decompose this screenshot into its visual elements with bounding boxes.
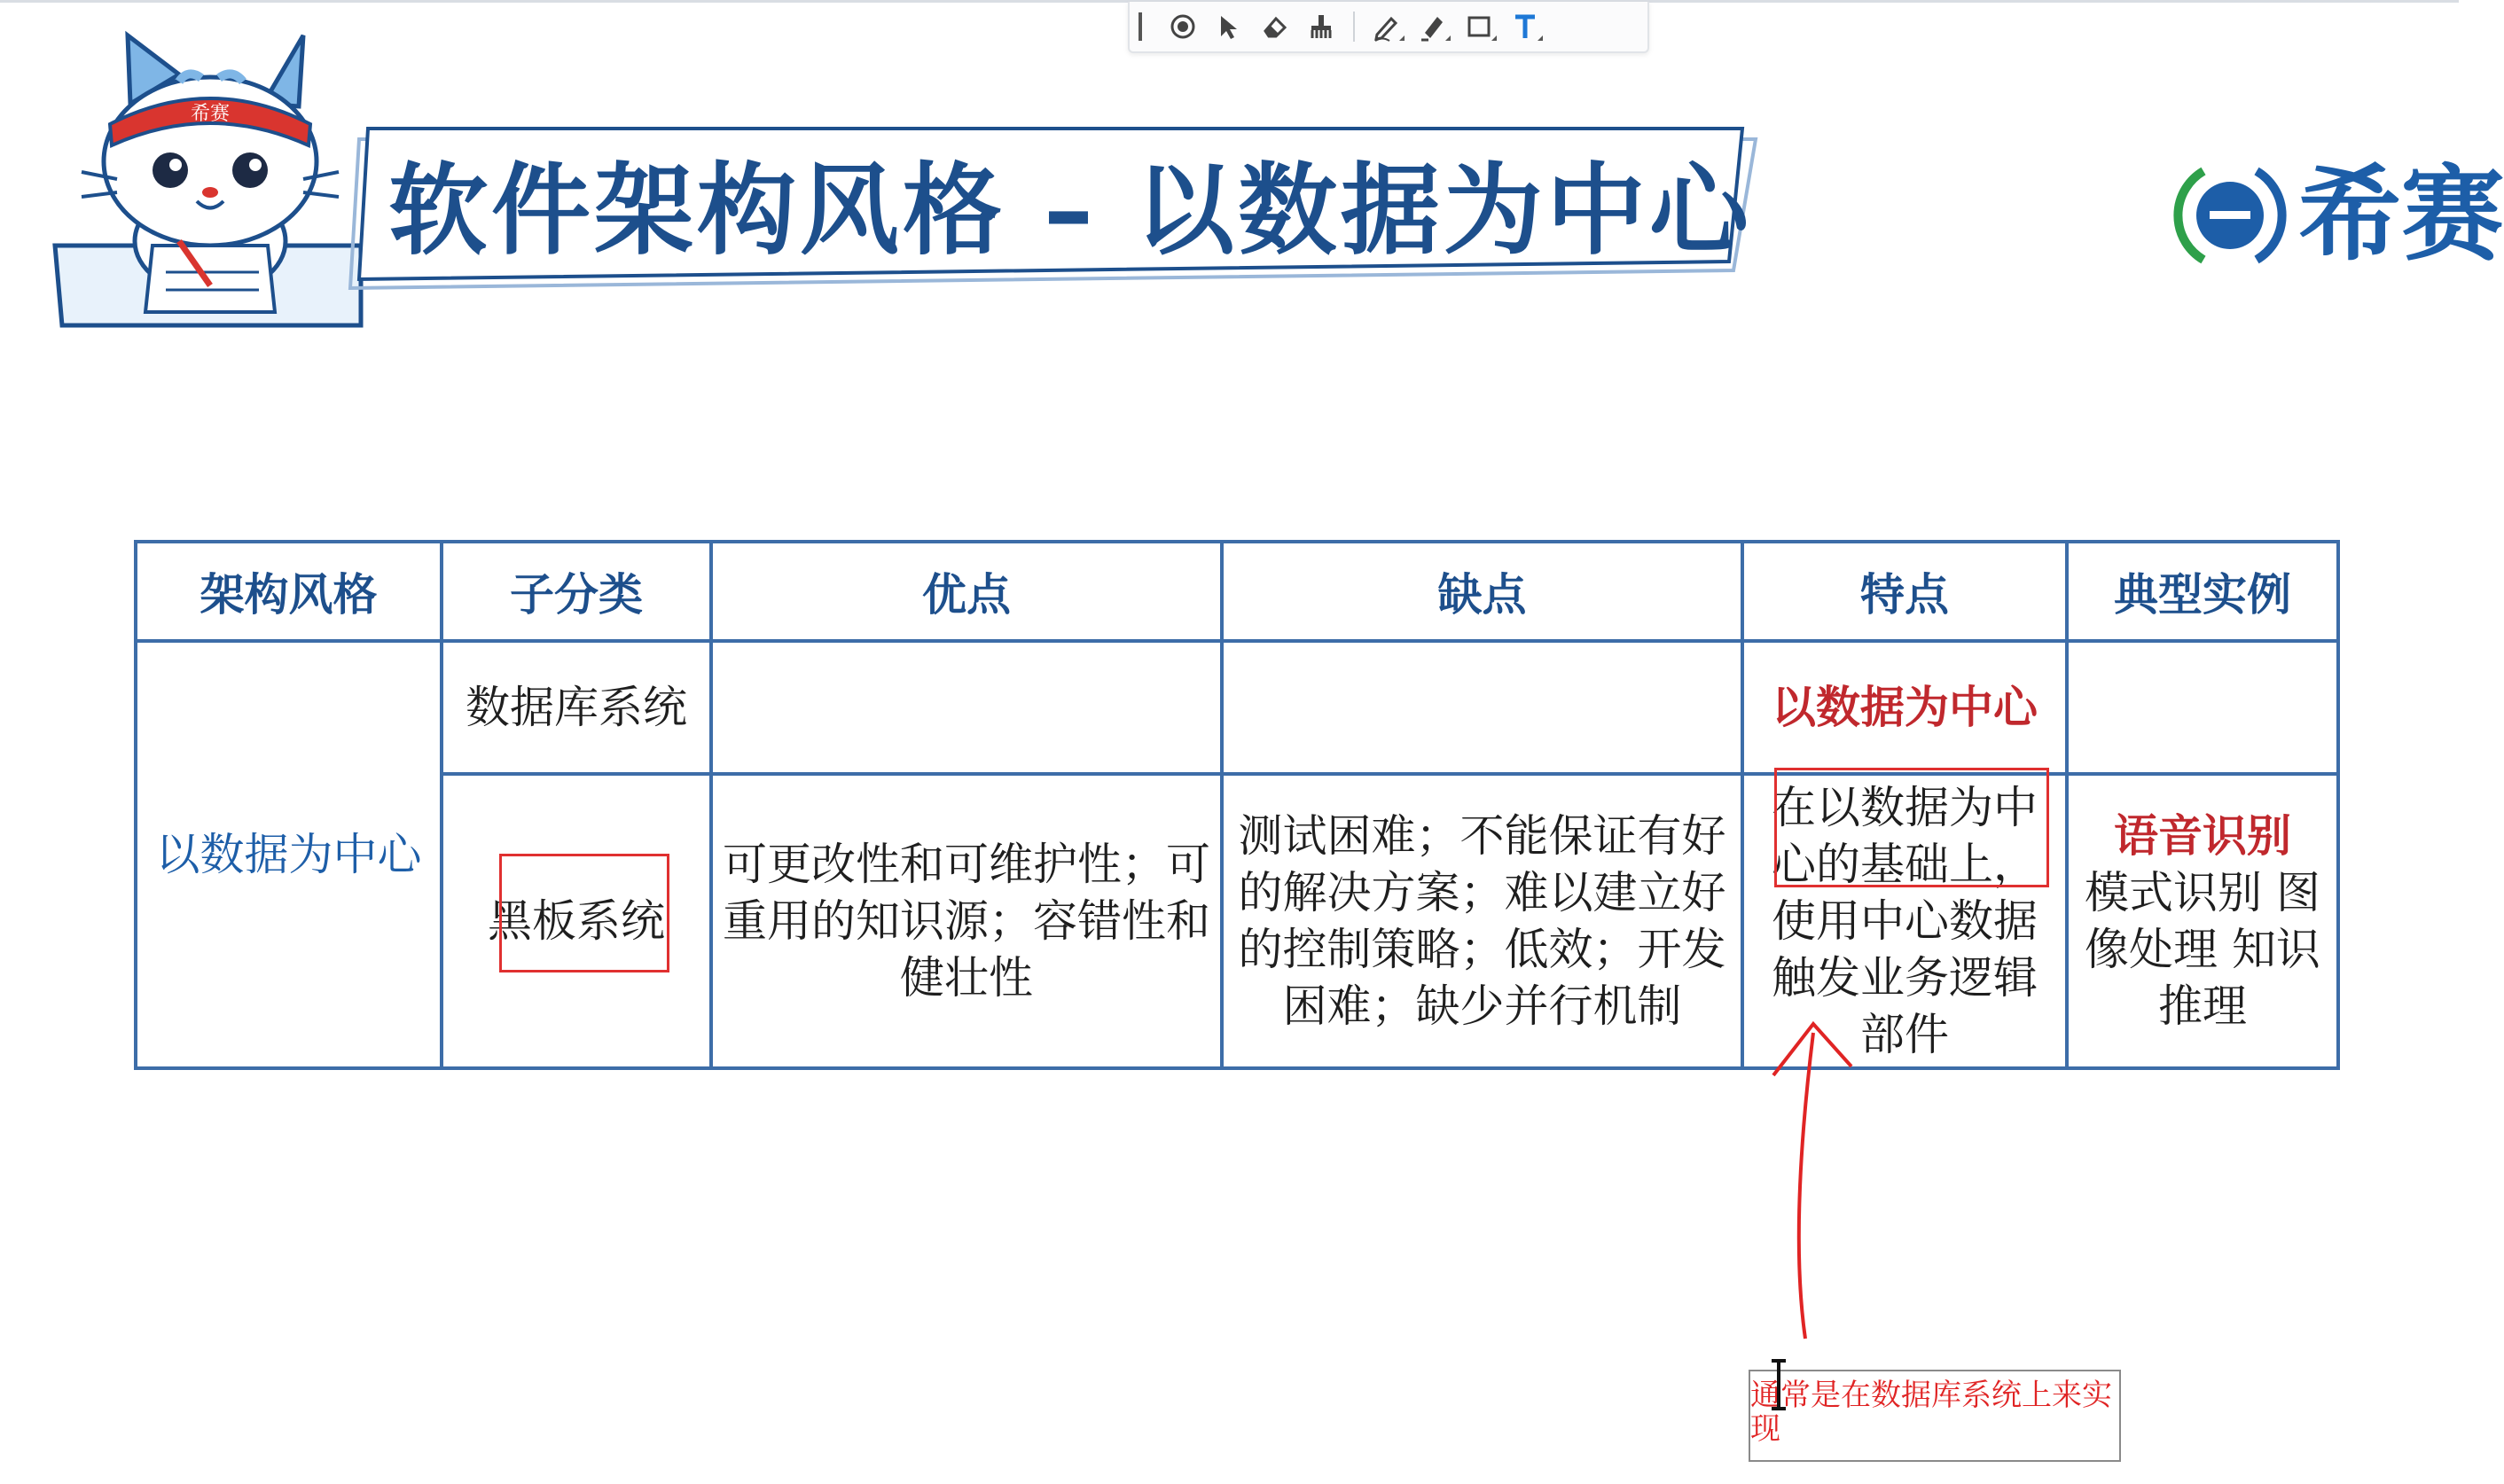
pen-tool-button[interactable]	[1364, 7, 1410, 46]
pen-icon	[1372, 12, 1402, 42]
header-cell: 优点	[711, 542, 1222, 641]
table-row	[136, 641, 2338, 774]
logo-text: 希赛	[2298, 155, 2504, 275]
subcategory-cell: 数据库系统	[442, 641, 711, 774]
disadvantages-cell: 测试困难；不能保证有好的解决方案；难以建立好的控制策略；低效；开发困难；缺少并行机制	[1222, 774, 1742, 1068]
clear-icon	[1306, 12, 1336, 42]
blackboard-highlight-box	[499, 854, 669, 972]
header-cell: 缺点	[1222, 542, 1742, 641]
pen-options-caret[interactable]	[1399, 35, 1405, 41]
rectangle-options-caret[interactable]	[1491, 35, 1497, 41]
features-text: 以数据为中心	[1772, 682, 2038, 733]
features-cell: 在以数据为中心的基础上，使用中心数据触发业务逻辑部件	[1742, 774, 2067, 1068]
rectangle-tool-button[interactable]	[1456, 7, 1502, 46]
toolbar-drag-handle[interactable]	[1139, 12, 1147, 41]
eraser-icon	[1260, 12, 1290, 42]
disadvantages-cell	[1222, 641, 1742, 774]
header-cell: 特点	[1742, 542, 2067, 641]
subcategory-cell: 黑板系统	[442, 774, 711, 1068]
eraser-tool-button[interactable]	[1252, 7, 1298, 46]
pointer-icon	[1214, 12, 1244, 42]
brand-logo	[2172, 155, 2504, 275]
logo-e-icon	[2172, 158, 2288, 273]
annotation-comment-text[interactable]: 通常是在数据库系统上来实现	[1750, 1378, 2112, 1447]
toolbar-separator	[1353, 12, 1355, 42]
slide-title: 软件架构风格 – 以数据为中心	[388, 153, 1752, 269]
highlighter-icon	[1418, 12, 1448, 42]
features-cell	[1742, 641, 2067, 774]
record-icon	[1168, 12, 1198, 42]
header-cell: 典型实例	[2067, 542, 2338, 641]
text-options-caret[interactable]	[1538, 35, 1543, 41]
advantages-cell	[711, 641, 1222, 774]
mascot-band-text: 希赛	[190, 103, 231, 125]
highlighter-tool-button[interactable]	[1410, 7, 1456, 46]
clear-tool-button[interactable]	[1298, 7, 1344, 46]
annotation-arrow	[1765, 1006, 1871, 1343]
features-highlight-box	[1774, 768, 2049, 887]
examples-cell	[2067, 774, 2338, 1068]
examples-list: 模式识别 图像处理 知识推理	[2085, 867, 2320, 1032]
rectangle-icon	[1464, 12, 1494, 42]
pointer-tool-button[interactable]	[1206, 7, 1252, 46]
text-icon	[1510, 12, 1540, 42]
example-highlight: 语音识别	[2114, 810, 2291, 862]
text-cursor-icon	[1769, 1358, 1788, 1411]
highlighter-options-caret[interactable]	[1445, 35, 1451, 41]
text-tool-button[interactable]	[1502, 7, 1548, 46]
advantages-cell: 可更改性和可维护性；可重用的知识源；容错性和健壮性	[711, 774, 1222, 1068]
examples-cell	[2067, 641, 2338, 774]
header-cell: 子分类	[442, 542, 711, 641]
record-tool-button[interactable]	[1160, 7, 1206, 46]
style-name-cell: 以数据为中心	[136, 641, 442, 1068]
mascot-cat-illustration	[46, 20, 374, 334]
annotation-comment-box[interactable]	[1749, 1370, 2121, 1462]
table-header-row	[136, 542, 2338, 641]
header-cell: 架构风格	[136, 542, 442, 641]
annotation-toolbar	[1128, 2, 1649, 53]
